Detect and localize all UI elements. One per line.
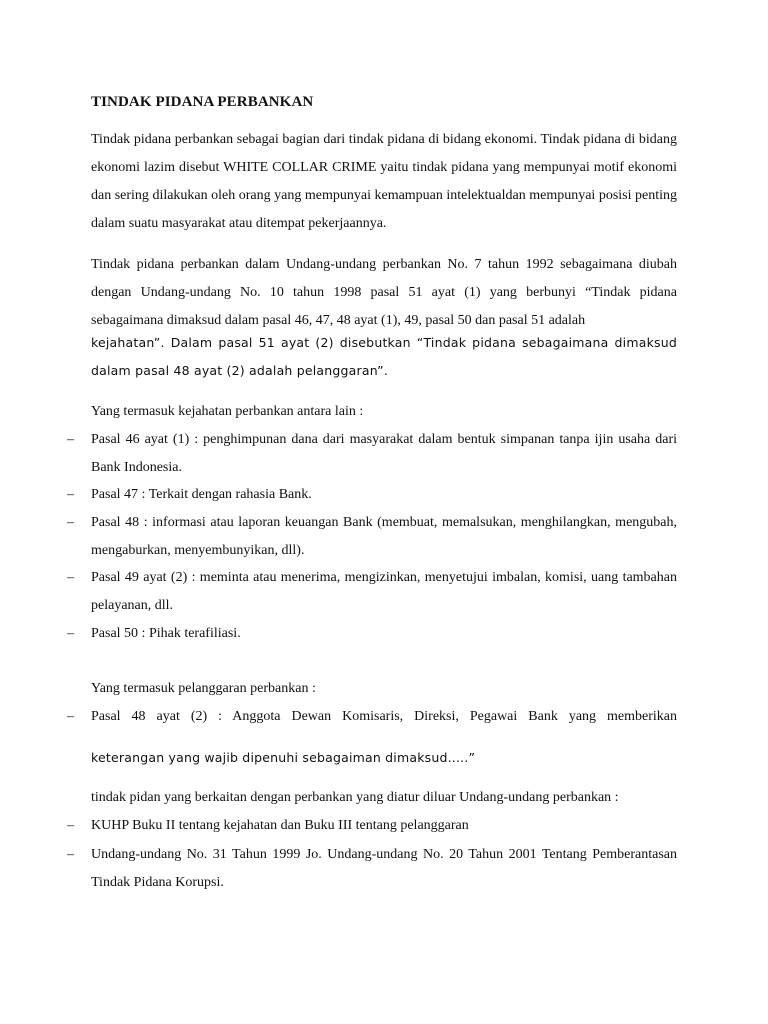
bullet-dash: – — [67, 847, 74, 862]
list-item — [0, 564, 768, 613]
bullet-dash: – — [67, 515, 74, 530]
list-item-text: Undang-undang No. 31 Tahun 1999 Jo. Undang-undang No. 20 Tahun 2001 Tentang Pemberantasan Tindak Pidana Korupsi. — [91, 847, 677, 890]
paragraph-law-part1: Tindak pidana perbankan dalam Undang-undang perbankan No. 7 tahun 1992 sebagaimana diubah dengan Undang-undang No. 10 tahun 1998 pasal 51 ayat (1) yang berbunyi “Tindak pidana sebagaimana dimaksud dalam pasal 46, 47, 48 ayat (1), 49, pasal 50 dan pasal 51 adalah — [91, 257, 677, 328]
bullet-dash: – — [67, 818, 74, 833]
list-item — [0, 481, 768, 509]
list-item-text: Pasal 47 : Terkait dengan rahasia Bank. — [91, 487, 312, 502]
paragraph-law-part2: kejahatan”. Dalam pasal 51 ayat (2) disebutkan “Tindak pidana sebagaimana dimaksud dalam pasal 48 ayat (2) adalah pelanggaran”. — [91, 335, 677, 378]
document-title: TINDAK PIDANA PERBANKAN — [91, 94, 314, 110]
section-kejahatan-heading: Yang termasuk kejahatan perbankan antara lain : — [91, 404, 364, 419]
list-item-text: Pasal 46 ayat (1) : penghimpunan dana dari masyarakat dalam bentuk simpanan tanpa ijin usaha dari Bank Indonesia. — [91, 432, 677, 475]
bullet-dash: – — [67, 626, 74, 641]
list-item-text: Pasal 48 ayat (2) : Anggota Dewan Komisaris, Direksi, Pegawai Bank yang memberikan — [91, 709, 677, 724]
list-item-text-continued: keterangan yang wajib dipenuhi sebagaiman dimaksud.....” — [91, 749, 476, 765]
list-item-text: Pasal 49 ayat (2) : meminta atau menerima, mengizinkan, menyetujui imbalan, komisi, uang tambahan pelayanan, dll. — [91, 570, 677, 613]
bullet-dash: – — [67, 432, 74, 447]
bullet-dash: – — [67, 709, 74, 724]
list-item — [0, 426, 768, 475]
list-item-text: Pasal 48 : informasi atau laporan keuangan Bank (membuat, memalsukan, menghilangkan, mengubah, mengaburkan, menyembunyikan, dll). — [91, 515, 677, 558]
bullet-dash: – — [67, 487, 74, 502]
list-item — [0, 620, 768, 648]
section-luar-uu-heading: tindak pidan yang berkaitan dengan perbankan yang diatur diluar Undang-undang perbankan : — [91, 790, 619, 805]
list-item-text: Pasal 50 : Pihak terafiliasi. — [91, 626, 241, 641]
paragraph-intro: Tindak pidana perbankan sebagai bagian dari tindak pidana di bidang ekonomi. Tindak pidana di bidang ekonomi lazim disebut WHITE COLLAR CRIME yaitu tindak pidana yang mempunyai motif ekonomi dan sering dilakukan oleh orang yang mempunyai kemampuan intelektualdan mempunyai posisi penting dalam suatu masyarakat atau ditempat pekerjaannya. — [91, 132, 677, 231]
list-item — [0, 703, 768, 731]
list-item — [0, 812, 768, 840]
bullet-dash: – — [67, 570, 74, 585]
list-item-text: KUHP Buku II tentang kejahatan dan Buku III tentang pelanggaran — [91, 818, 469, 833]
list-item — [0, 841, 768, 890]
list-item — [0, 509, 768, 558]
section-pelanggaran-heading: Yang termasuk pelanggaran perbankan : — [91, 681, 316, 696]
